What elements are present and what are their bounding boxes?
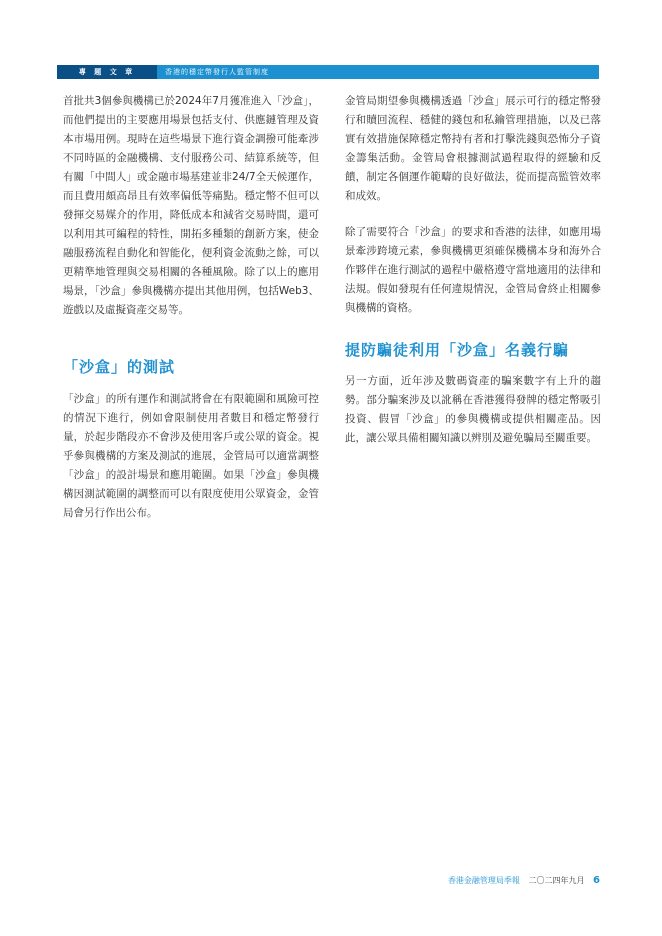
left-paragraph-2: 「沙盒」的所有運作和測試將會在有限範圍和風險可控的情況下進行，例如會限制使用者數目和穩定幣發行量，於起步階段亦不會涉及使用客戶或公眾的資金。視乎參與機構的方案及測試的進展，金管局可以適當調整「沙盒」的設計場景和應用範圍。如果「沙盒」參與機構因測試範圍的調整而可以有限度使用公眾資金，金管局會另行作出公布。 — [63, 393, 319, 519]
right-paragraph-2: 除了需要符合「沙盒」的要求和香港的法律，如應用場景牽涉跨境元素，參與機構更須確保機構本身和海外合作夥伴在進行測試的過程中嚴格遵守當地適用的法律和法規。假如發現有任何違規情況，金管局會終止相關參與機構的資格。 — [345, 226, 601, 314]
right-column-lower — [345, 372, 601, 465]
publication-date: 二〇二四年九月 — [528, 876, 585, 885]
article-title: 香港的穩定幣發行人監管制度 — [157, 65, 599, 79]
left-column-lower — [63, 390, 319, 540]
page-footer — [380, 875, 600, 886]
right-column — [345, 92, 601, 335]
section-heading-fraud-warning: 提防騙徒利用「沙盒」名義行騙 — [345, 341, 570, 359]
section-label: 專 題 文 章 — [57, 65, 157, 79]
page-header — [57, 65, 599, 79]
right-paragraph-3: 另一方面，近年涉及數碼資產的騙案數字有上升的趨勢。部分騙案涉及以訛稱在香港獲得發牌的穩定幣吸引投資、假冒「沙盒」的參與機構或提供相關產品。因此，讓公眾具備相關知識以辨別及避免騙局至關重要。 — [345, 375, 601, 444]
section-heading-sandbox-testing: 「沙盒」的測試 — [63, 358, 176, 376]
left-paragraph-1: 首批共3個參與機構已於2024年7月獲准進入「沙盒」，而他們提出的主要應用場景包括支付、供應鏈管理及資本市場用例。現時在這些場景下進行資金調撥可能牽涉不同時區的金融機構、支付服務公司、結算系統等，但有關「中間人」或金融市場基建並非24/7全天候運作，而且費用頗高昂且有效率偏低等痛點。穩定幣不但可以發揮交易媒介的作用，降低成本和減省交易時間，還可以利用其可編程的特性，開拓多種類的創新方案，使金融服務流程自動化和智能化，便利資金流動之餘，可以更精準地管理與交易相關的各種風險。除了以上的應用場景，「沙盒」參與機構亦提出其他用例，包括Web3、遊戲以及虛擬資產交易等。 — [63, 95, 319, 316]
left-column — [63, 92, 319, 337]
right-paragraph-1: 金管局期望參與機構透過「沙盒」展示可行的穩定幣發行和贖回流程、穩健的錢包和私鑰管理措施，以及已落實有效措施保障穩定幣持有者和打擊洗錢與恐怖分子資金籌集活動。金管局會根據測試過程取得的經驗和反饋，制定各個運作範疇的良好做法，從而提高監管效率和成效。 — [345, 95, 601, 202]
publication-name: 香港金融管理局季報 — [447, 876, 520, 885]
page-number: 6 — [593, 875, 600, 886]
